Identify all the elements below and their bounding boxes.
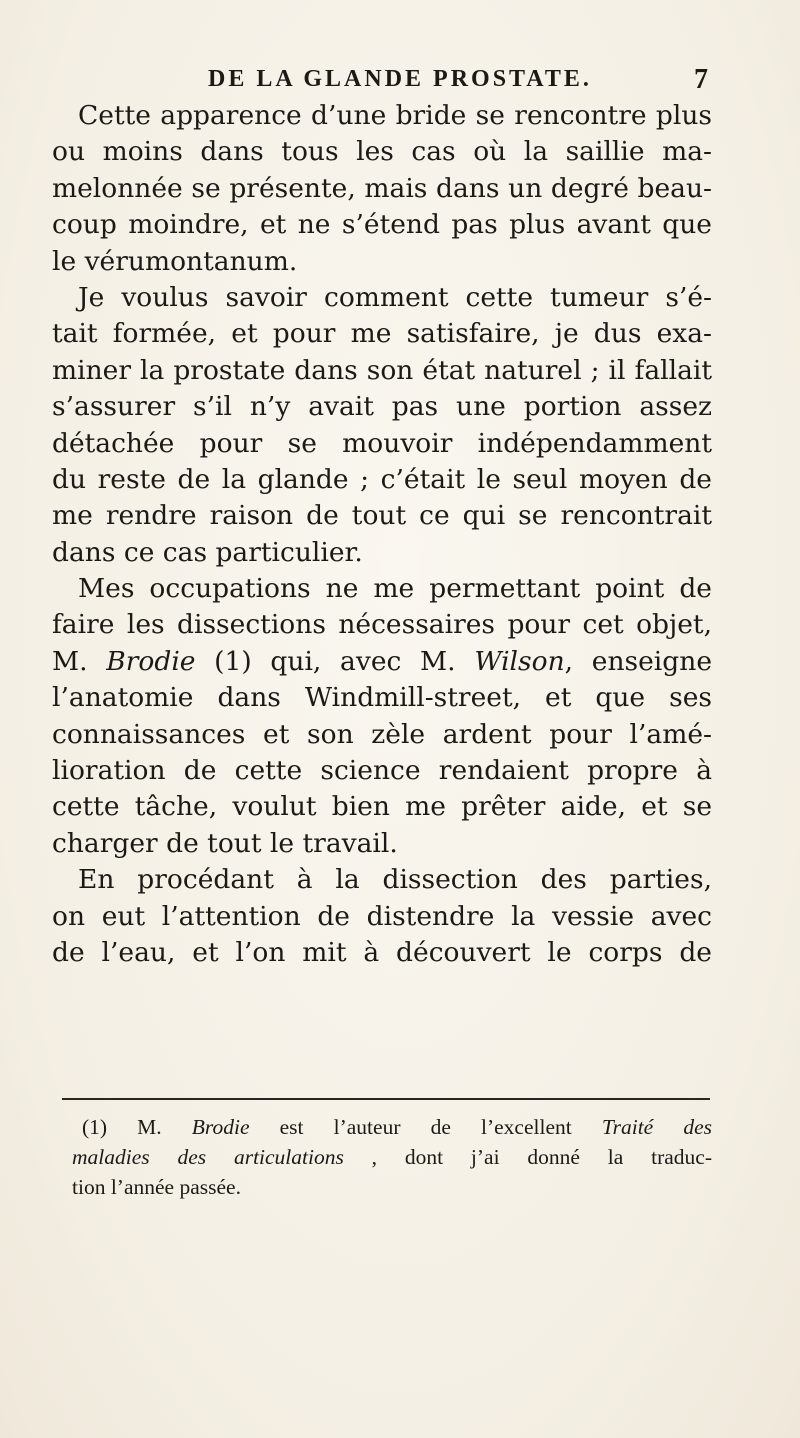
footnote-line: tion l’année passée. (72, 1175, 241, 1199)
footnote-author-name: Brodie (191, 1115, 250, 1139)
text-line: le vérumontanum. (52, 245, 298, 277)
text-line: s’assurer s’il n’y avait pas une portion assez (52, 391, 712, 423)
text-line: faire les dissections nécessaires pour cet objet, (52, 609, 712, 641)
text-line: me rendre raison de tout ce qui se rencontrait (52, 500, 712, 532)
text-fragment: (1) qui, avec M. (195, 645, 475, 677)
text-line: Mes occupations ne me permettant point de (78, 573, 712, 605)
footnote-rule (62, 1098, 710, 1100)
text-line: connaissances et son zèle ardent pour l’amé- (52, 718, 712, 750)
footnote-line (72, 1142, 712, 1172)
text-fragment: M. (52, 645, 107, 677)
footnote-book-title-cont: maladies des articulations (72, 1145, 344, 1169)
body-text (52, 98, 712, 971)
text-line: l’anatomie dans Windmill-street, et que ses (52, 682, 712, 714)
text-line: lioration de cette science rendaient propre à (52, 755, 712, 787)
text-line: on eut l’attention de distendre la vessie avec (52, 900, 712, 932)
text-line: miner la prostate dans son état naturel ; il fallait (52, 354, 712, 386)
text-line-with-names (52, 644, 712, 680)
text-line: de l’eau, et l’on mit à découvert le corps de (52, 936, 712, 968)
text-fragment: , dont j’ai donné la traduc- (343, 1145, 712, 1169)
running-head: DE LA GLANDE PROSTATE. (208, 66, 592, 92)
page-header (208, 58, 708, 98)
author-name-brodie: Brodie (106, 645, 196, 677)
footnote-line (72, 1112, 712, 1142)
text-line: coup moindre, et ne s’étend pas plus avant que (52, 209, 712, 241)
text-line: Je voulus savoir comment cette tumeur s’é- (78, 281, 712, 313)
footnote (72, 1112, 712, 1202)
text-line: cette tâche, voulut bien me prêter aide, et se (52, 791, 712, 823)
text-line: ou moins dans tous les cas où la saillie ma- (52, 136, 712, 168)
author-name-wilson: Wilson (474, 645, 565, 677)
page-number: 7 (694, 64, 708, 95)
text-line: tait formée, et pour me satisfaire, je dus exa- (52, 318, 712, 350)
text-line: dans ce cas particulier. (52, 536, 363, 568)
text-line: melonnée se présente, mais dans un degré beau- (52, 172, 712, 204)
text-line: Cette apparence d’une bride se rencontre plus (78, 100, 712, 131)
text-line: charger de tout le travail. (52, 827, 398, 859)
text-line: du reste de la glande ; c’était le seul moyen de (52, 463, 712, 495)
text-line: En procédant à la dissection des parties, (78, 864, 712, 896)
text-line: détachée pour se mouvoir indépendamment (52, 427, 712, 459)
text-fragment: est l’auteur de l’excellent (249, 1115, 602, 1139)
footnote-book-title: Traité des (601, 1115, 712, 1139)
text-fragment: (1) M. (82, 1115, 192, 1139)
text-fragment: , enseigne (564, 645, 712, 677)
